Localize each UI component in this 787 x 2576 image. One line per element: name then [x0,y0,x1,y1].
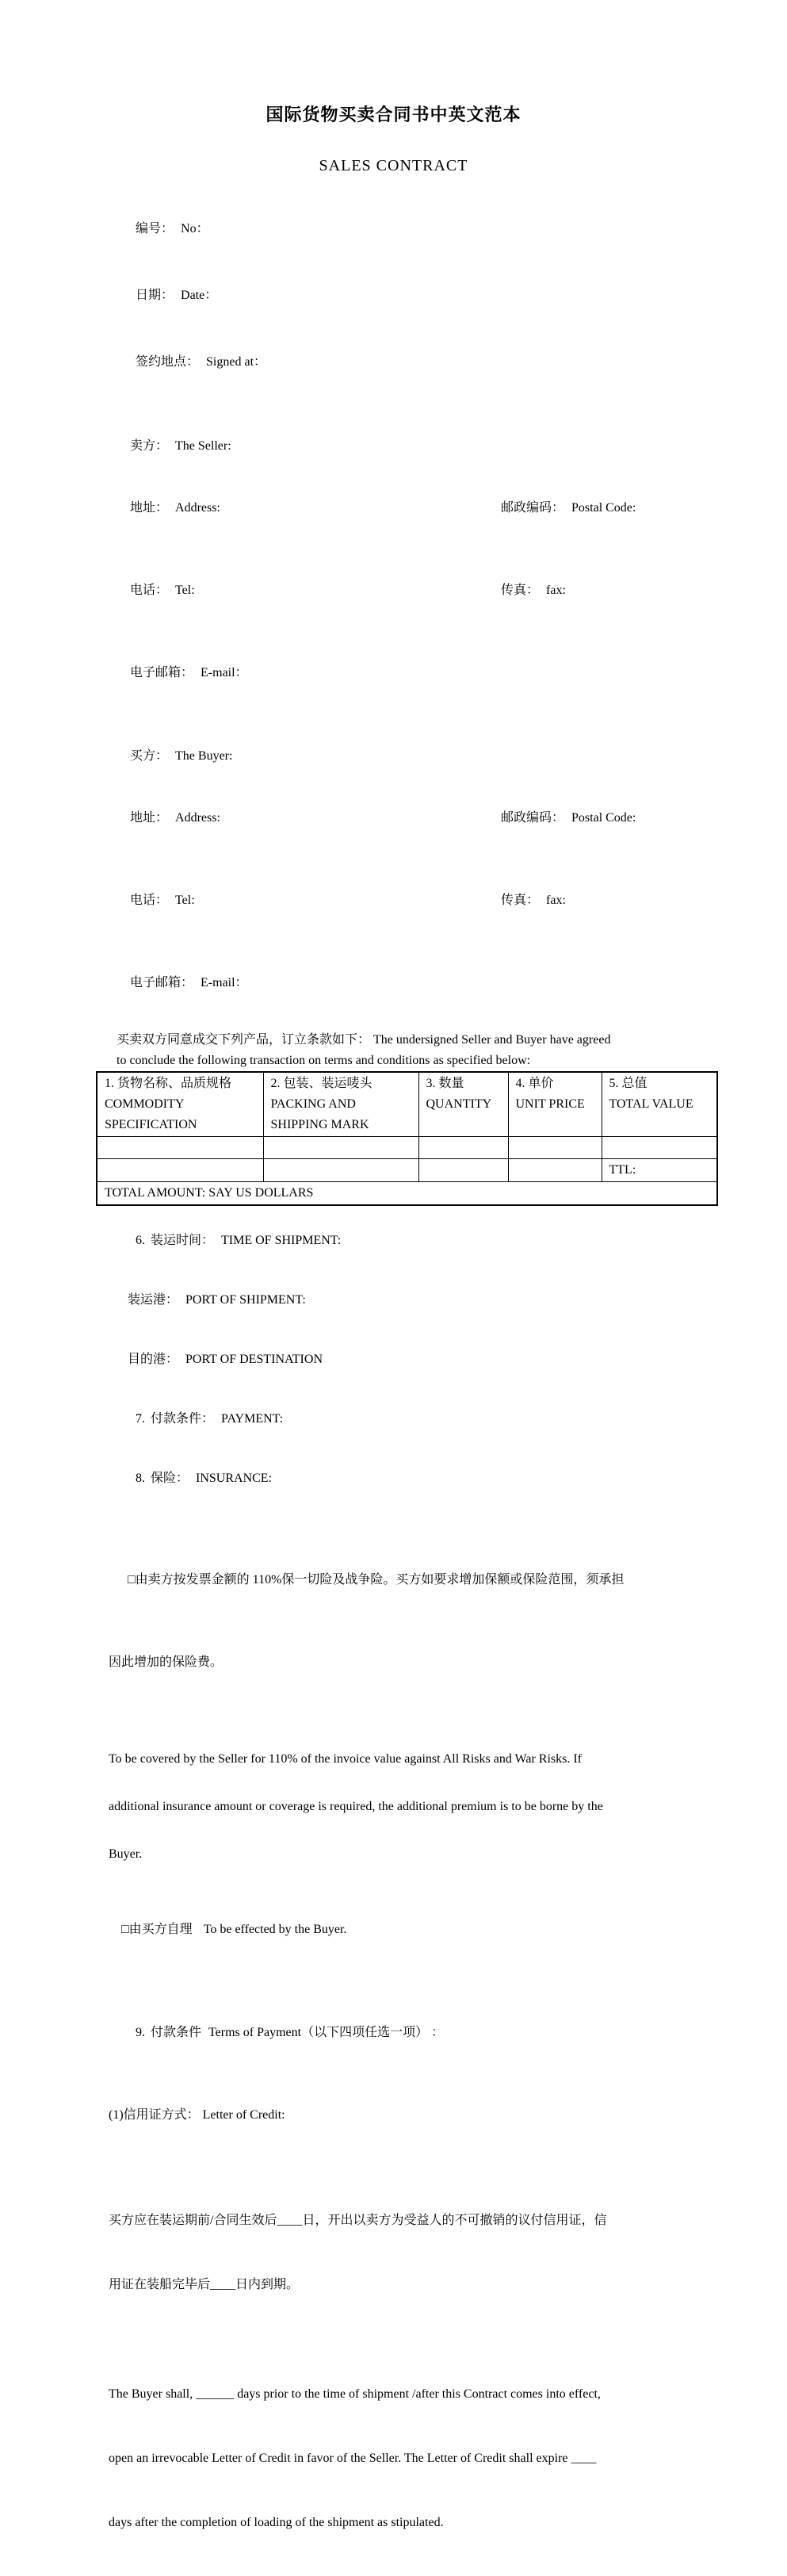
table-cell-empty [508,1137,602,1159]
seller-tel-label-en: Tel: [175,584,195,597]
checkbox-icon: □ [128,1573,136,1587]
seller-name-field [111,415,729,477]
lc-clause-en: The Buyer shall, ______ days prior to the time of shipment /after this Contract comes into effect, open an irrevocable Letter of Credit in favor of the Seller. The Letter of Credit shall expire ____ days after the completion of loading of the shipment as stipulated. [109,2387,601,2529]
buyer-fax-label-cn: 传真： [501,894,540,907]
commodity-table [96,1071,718,1206]
col-header-quantity: 3. 数量 QUANTITY [418,1072,508,1137]
buyer-tel-label-en: Tel: [175,894,195,907]
insurance-buyer-text-cn: 由买方自理 [128,1923,193,1936]
table-cell-empty [602,1137,717,1159]
port-of-shipment-line: 装运港： PORT OF SHIPMENT: [128,1293,306,1307]
contract-date-label-cn: 日期： [136,289,174,302]
ttl-cell: TTL: [602,1159,717,1182]
buyer-postal-label-en: Postal Code: [571,811,636,825]
contract-meta [117,196,787,396]
col-header-commodity: 1. 货物名称、品质规格 COMMODITY SPECIFICATION [97,1072,263,1137]
table-cell-empty [508,1159,602,1182]
page-title: 国际货物买卖合同书中英文范本 [266,105,521,124]
terms-section [109,1211,727,1508]
buyer-section [111,725,729,1014]
buyer-fax-label-en: fax: [546,894,566,907]
buyer-email-label-en: E-mail： [201,976,248,989]
buyer-address-label-en: Address: [175,811,220,825]
seller-email-label-en: E-mail： [201,666,248,679]
table-header-row [97,1072,717,1137]
buyer-email-field [111,952,729,1014]
seller-address-row [111,477,729,560]
port-of-destination-line: 目的港： PORT OF DESTINATION [128,1353,323,1366]
buyer-email-label-cn: 电子邮箱： [130,976,194,989]
seller-fax-label-cn: 传真： [501,584,540,597]
term-8-insurance: 8. 保险： INSURANCE: [136,1472,273,1485]
seller-postal-label-cn: 邮政编码： [501,501,565,515]
contract-no-field [117,196,787,262]
seller-postal-field [476,477,636,539]
col-header-packing: 2. 包装、装运唛头 PACKING AND SHIPPING MARK [263,1072,418,1137]
total-amount-cell: TOTAL AMOUNT: SAY US DOLLARS [97,1182,717,1206]
col-header-total-value: 5. 总值 TOTAL VALUE [602,1072,717,1137]
buyer-label-cn: 买方： [130,749,169,763]
insurance-seller-text: 因此增加的保险费。 [109,1655,223,1669]
table-cell-empty [97,1159,263,1182]
signed-at-label-en: Signed at： [206,355,267,369]
agreement-clause [117,1030,719,1071]
table-cell-empty [263,1159,418,1182]
table-cell-empty [263,1137,418,1159]
signed-at-field [117,329,787,396]
seller-tel-label-cn: 电话： [130,584,169,597]
contract-no-label-en: No： [181,222,209,235]
buyer-tel-row [111,870,729,952]
buyer-address-label-cn: 地址： [130,811,169,825]
buyer-fax-field [476,870,566,932]
seller-label-cn: 卖方： [130,439,169,453]
buyer-address-row [111,787,729,870]
term-6-time-of-shipment: 6. 装运时间： TIME OF SHIPMENT: [136,1234,342,1247]
term-7-payment: 7. 付款条件： PAYMENT: [136,1412,284,1426]
contract-date-label-en: Date： [181,289,218,302]
seller-postal-label-en: Postal Code: [571,501,636,515]
insurance-buyer-text-en: To be effected by the Buyer. [203,1923,347,1936]
buyer-postal-field [476,787,636,849]
lc-clause-cn: 买方应在装运期前/合同生效后____日，开出以卖方为受益人的不可撤销的议付信用证，信 用证在装船完毕后____日内到期。 [109,2214,607,2291]
buyer-postal-label-cn: 邮政编码： [501,811,565,825]
insurance-buyer-option [109,1899,711,1961]
table-cell-empty [418,1137,508,1159]
seller-fax-label-en: fax: [546,584,566,597]
seller-fax-field [476,560,566,622]
seller-label-en: The Seller: [175,439,231,453]
contract-date-field [117,262,787,329]
buyer-name-field [111,725,729,787]
seller-address-label-en: Address: [175,501,220,515]
seller-address-label-cn: 地址： [130,501,169,515]
letter-of-credit-option: (1)信用证方式： Letter of Credit: [109,2108,285,2122]
term-9-terms-of-payment: 9. 付款条件 Terms of Payment（以下四项任选一项） ： (1)信用证方式： Letter of Credit: [109,1961,711,2167]
buyer-label-en: The Buyer: [175,749,233,763]
insurance-seller-option [109,1508,711,1714]
seller-email-field [111,642,729,704]
seller-email-label-cn: 电子邮箱： [130,666,194,679]
doc-subtitle: SALES CONTRACT [319,157,468,174]
insurance-seller-text: 由卖方按发票金额的 110%保一切险及战争险。买方如要求增加保额或保险范围，须承担 [135,1573,625,1587]
col-header-unit-price: 4. 单价 UNIT PRICE [508,1072,602,1137]
buyer-tel-label-cn: 电话： [130,894,169,907]
table-cell-empty [97,1137,263,1159]
table-row [97,1159,717,1182]
insurance-seller-clause-en: To be covered by the Seller for 110% of the invoice value against All Risks and War Risks. If additional insurance amount or coverage is required, the additional premium is to be borne by the Buyer. [109,1752,603,1861]
agreement-line: 买卖双方同意成交下列产品，订立条款如下： The undersigned Seller and Buyer have agreed [117,1033,611,1047]
agreement-line: to conclude the following transaction on terms and conditions as specified below: [117,1054,531,1067]
signed-at-label-cn: 签约地点： [136,355,200,369]
checkbox-icon: □ [121,1923,129,1936]
seller-tel-row [111,560,729,642]
seller-section [111,415,729,704]
total-amount-row [97,1182,717,1206]
table-row [97,1137,717,1159]
contract-no-label-cn: 编号： [136,222,174,235]
table-cell-empty [418,1159,508,1182]
